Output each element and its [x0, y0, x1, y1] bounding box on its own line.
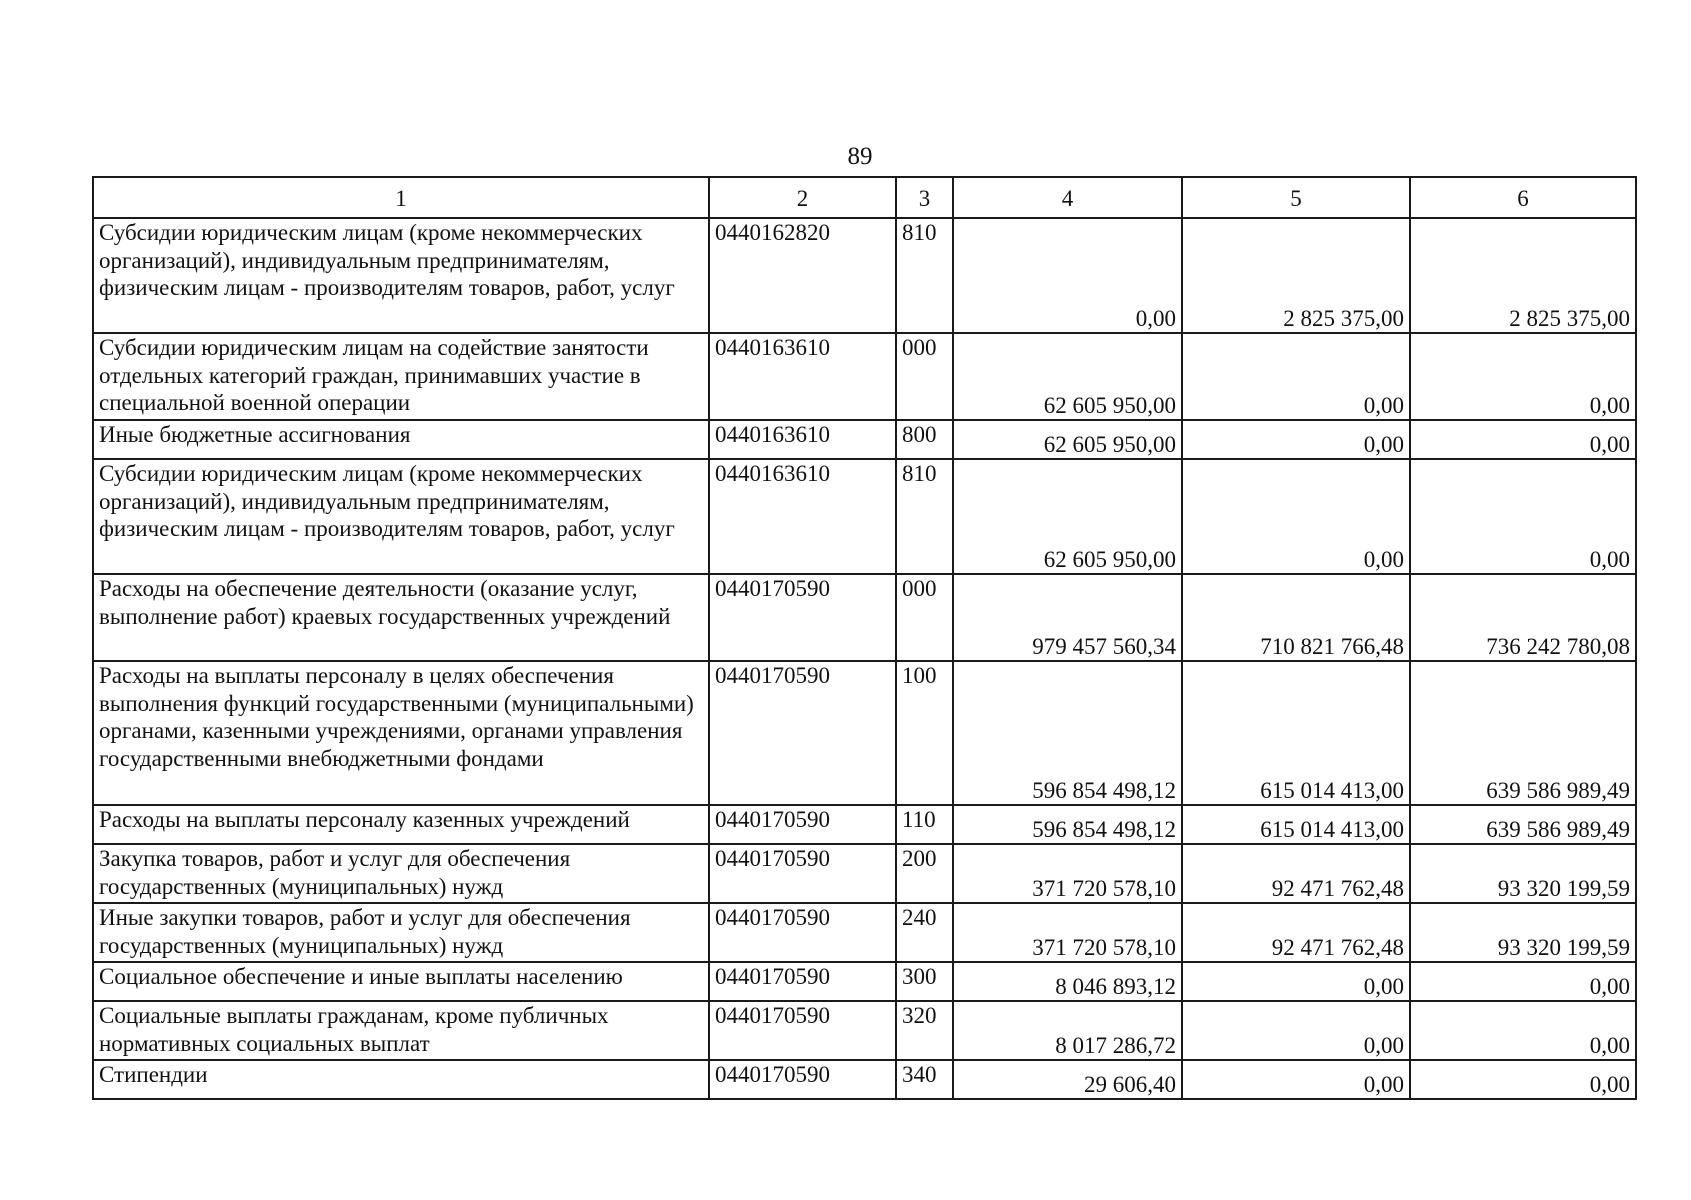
row-expense-type: 110	[896, 805, 953, 844]
row-amount-col4: 0,00	[953, 218, 1182, 333]
row-amount-col5: 0,00	[1182, 333, 1410, 420]
table-row	[93, 420, 1636, 459]
row-amount-col4: 62 605 950,00	[953, 459, 1182, 574]
row-expense-type: 320	[896, 1001, 953, 1060]
row-expense-type: 810	[896, 459, 953, 574]
table-row	[93, 1060, 1636, 1099]
row-target-code: 0440170590	[709, 903, 896, 962]
row-amount-col4: 596 854 498,12	[953, 661, 1182, 805]
row-name: Закупка товаров, работ и услуг для обеспечения государственных (муниципальных) нужд	[93, 844, 709, 903]
row-expense-type: 100	[896, 661, 953, 805]
table-row	[93, 903, 1636, 962]
row-amount-col6: 93 320 199,59	[1410, 844, 1636, 903]
row-amount-col4: 62 605 950,00	[953, 333, 1182, 420]
row-amount-col5: 0,00	[1182, 1060, 1410, 1099]
row-amount-col4: 29 606,40	[953, 1060, 1182, 1099]
row-amount-col6: 0,00	[1410, 420, 1636, 459]
row-amount-col5: 0,00	[1182, 459, 1410, 574]
page-number: 89	[847, 143, 873, 170]
row-name: Иные закупки товаров, работ и услуг для обеспечения государственных (муниципальных) нужд	[93, 903, 709, 962]
row-amount-col4: 371 720 578,10	[953, 844, 1182, 903]
row-target-code: 0440163610	[709, 333, 896, 420]
row-amount-col4: 979 457 560,34	[953, 574, 1182, 661]
row-amount-col5: 2 825 375,00	[1182, 218, 1410, 333]
table-row	[93, 218, 1636, 333]
header-col-6: 6	[1410, 177, 1636, 218]
row-amount-col4: 62 605 950,00	[953, 420, 1182, 459]
row-name: Расходы на обеспечение деятельности (оказание услуг, выполнение работ) краевых государственных учреждений	[93, 574, 709, 661]
row-amount-col6: 0,00	[1410, 962, 1636, 1001]
row-amount-col4: 596 854 498,12	[953, 805, 1182, 844]
row-name: Субсидии юридическим лицам (кроме некоммерческих организаций), индивидуальным предпринимателям, физическим лицам - производителям товаров, работ, услуг	[93, 459, 709, 574]
table-row	[93, 459, 1636, 574]
row-target-code: 0440163610	[709, 459, 896, 574]
table-row	[93, 805, 1636, 844]
row-amount-col6: 736 242 780,08	[1410, 574, 1636, 661]
row-amount-col5: 615 014 413,00	[1182, 805, 1410, 844]
row-name: Социальные выплаты гражданам, кроме публичных нормативных социальных выплат	[93, 1001, 709, 1060]
row-name: Расходы на выплаты персоналу в целях обеспечения выполнения функций государственными (муниципальными) органами, казенными учреждениями, органами управления государственными внебюджетными фондами	[93, 661, 709, 805]
row-amount-col5: 92 471 762,48	[1182, 903, 1410, 962]
row-name: Стипендии	[93, 1060, 709, 1099]
header-col-4: 4	[953, 177, 1182, 218]
header-col-3: 3	[896, 177, 953, 218]
row-amount-col6: 93 320 199,59	[1410, 903, 1636, 962]
row-target-code: 0440162820	[709, 218, 896, 333]
header-row	[93, 177, 1636, 218]
row-target-code: 0440170590	[709, 661, 896, 805]
header-col-2: 2	[709, 177, 896, 218]
row-expense-type: 810	[896, 218, 953, 333]
table-row	[93, 1001, 1636, 1060]
budget-table	[92, 176, 1637, 1100]
row-target-code: 0440170590	[709, 574, 896, 661]
row-target-code: 0440163610	[709, 420, 896, 459]
row-name: Социальное обеспечение и иные выплаты населению	[93, 962, 709, 1001]
table-row	[93, 333, 1636, 420]
row-amount-col4: 371 720 578,10	[953, 903, 1182, 962]
row-amount-col6: 0,00	[1410, 333, 1636, 420]
row-expense-type: 340	[896, 1060, 953, 1099]
row-expense-type: 200	[896, 844, 953, 903]
row-expense-type: 240	[896, 903, 953, 962]
table-row	[93, 844, 1636, 903]
row-target-code: 0440170590	[709, 844, 896, 903]
row-name: Субсидии юридическим лицам на содействие занятости отдельных категорий граждан, принимавших участие в специальной военной операции	[93, 333, 709, 420]
row-target-code: 0440170590	[709, 805, 896, 844]
row-target-code: 0440170590	[709, 962, 896, 1001]
row-target-code: 0440170590	[709, 1001, 896, 1060]
row-name: Расходы на выплаты персоналу казенных учреждений	[93, 805, 709, 844]
table-row	[93, 574, 1636, 661]
row-expense-type: 000	[896, 574, 953, 661]
row-target-code: 0440170590	[709, 1060, 896, 1099]
row-name: Субсидии юридическим лицам (кроме некоммерческих организаций), индивидуальным предпринимателям, физическим лицам - производителям товаров, работ, услуг	[93, 218, 709, 333]
row-amount-col5: 710 821 766,48	[1182, 574, 1410, 661]
row-amount-col6: 0,00	[1410, 1001, 1636, 1060]
header-col-5: 5	[1182, 177, 1410, 218]
row-amount-col5: 0,00	[1182, 962, 1410, 1001]
row-amount-col4: 8 017 286,72	[953, 1001, 1182, 1060]
header-col-1: 1	[93, 177, 709, 218]
row-amount-col6: 639 586 989,49	[1410, 661, 1636, 805]
row-amount-col6: 639 586 989,49	[1410, 805, 1636, 844]
row-amount-col6: 2 825 375,00	[1410, 218, 1636, 333]
row-amount-col5: 92 471 762,48	[1182, 844, 1410, 903]
row-name: Иные бюджетные ассигнования	[93, 420, 709, 459]
row-amount-col5: 0,00	[1182, 420, 1410, 459]
row-amount-col6: 0,00	[1410, 459, 1636, 574]
row-amount-col4: 8 046 893,12	[953, 962, 1182, 1001]
row-amount-col5: 615 014 413,00	[1182, 661, 1410, 805]
row-expense-type: 800	[896, 420, 953, 459]
table-row	[93, 962, 1636, 1001]
row-expense-type: 000	[896, 333, 953, 420]
row-amount-col6: 0,00	[1410, 1060, 1636, 1099]
row-amount-col5: 0,00	[1182, 1001, 1410, 1060]
table-row	[93, 661, 1636, 805]
row-expense-type: 300	[896, 962, 953, 1001]
